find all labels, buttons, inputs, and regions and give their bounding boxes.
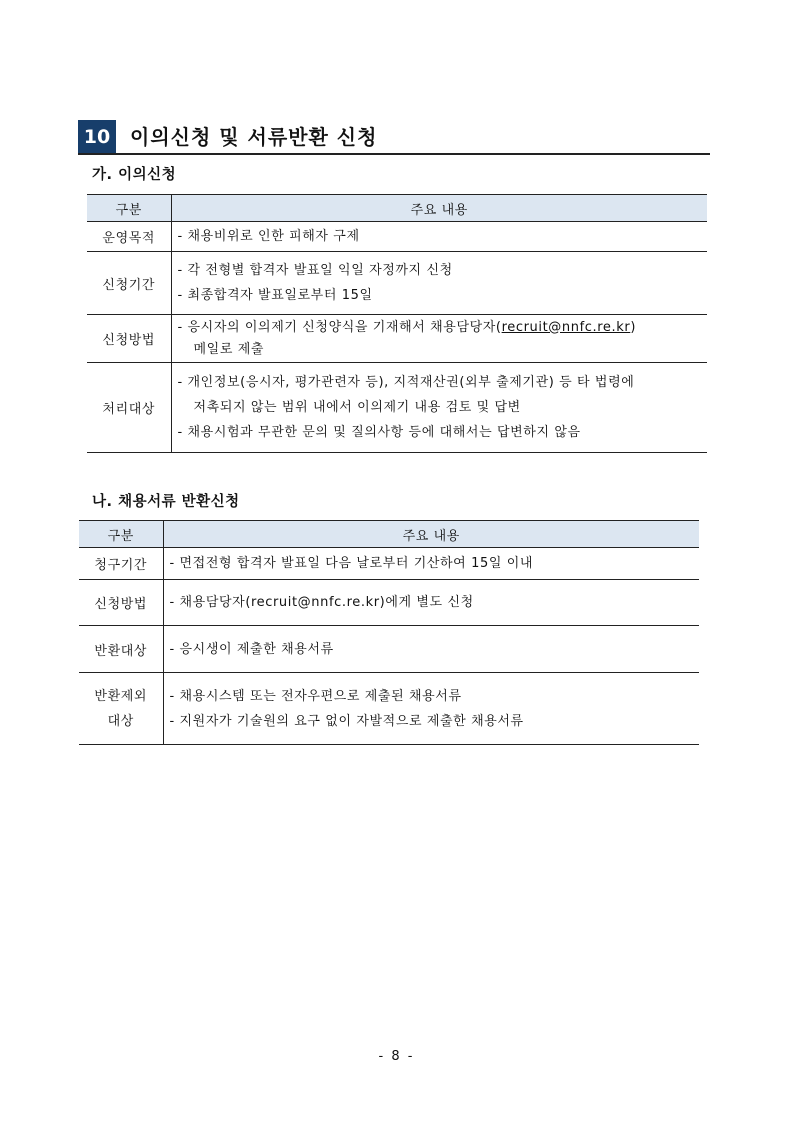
row-label: 처리대상 (87, 363, 171, 453)
content-line: 저촉되지 않는 범위 내에서 이의제기 내용 검토 및 답변 (193, 400, 521, 415)
row-label: 신청방법 (87, 315, 171, 363)
content-line: - 채용담당자(recruit@nnfc.re.kr)에게 별도 신청 (169, 595, 474, 610)
objection-subtitle: 가. 이의신청 (92, 167, 177, 183)
text-suffix: ) (630, 319, 636, 335)
row-content (171, 252, 707, 315)
label-line: 반환제외 (94, 688, 148, 704)
row-content (163, 626, 699, 673)
table-row (87, 252, 707, 315)
content-line (178, 317, 702, 339)
section-title: 이의신청 및 서류반환 신청 (130, 125, 378, 149)
return-docs-table (79, 520, 699, 745)
row-label: 신청방법 (79, 580, 163, 626)
return-docs-subtitle: 나. 채용서류 반환신청 (92, 494, 240, 510)
label-line: 대상 (107, 713, 134, 729)
content-line: - 최종합격자 발표일로부터 15일 (177, 288, 373, 303)
objection-table (87, 194, 707, 453)
row-content (171, 315, 707, 363)
table-row (79, 580, 699, 626)
content-line: - 개인정보(응시자, 평가관련자 등), 지적재산권(외부 출제기관) 등 타 법령에 (177, 375, 635, 390)
header-content: 주요 내용 (163, 521, 699, 548)
table-row (87, 363, 707, 453)
header-category: 구분 (79, 521, 163, 548)
section-number-badge: 10 (78, 120, 116, 153)
row-content (163, 548, 699, 580)
content-line: - 응시생이 제출한 채용서류 (169, 641, 334, 657)
content-line: - 면접전형 합격자 발표일 다음 날로부터 기산하여 15일 이내 (169, 556, 534, 571)
content-line: - 채용시험과 무관한 문의 및 질의사항 등에 대해서는 답변하지 않음 (177, 425, 581, 440)
table-row (87, 315, 707, 363)
row-content (163, 580, 699, 626)
table-header-row (79, 521, 699, 548)
table-row (87, 222, 707, 252)
row-content (171, 222, 707, 252)
table-row (79, 626, 699, 673)
table-row (79, 548, 699, 580)
row-label: 신청기간 (87, 252, 171, 315)
row-content (171, 363, 707, 453)
content-line: 메일로 제출 (193, 341, 265, 357)
header-content: 주요 내용 (171, 195, 707, 222)
header-category: 구분 (87, 195, 171, 222)
text-prefix: - 응시자의 이의제기 신청양식을 기재해서 채용담당자( (177, 319, 502, 335)
content-line: - 지원자가 기술원의 요구 없이 자발적으로 제출한 채용서류 (169, 713, 524, 729)
row-label: 청구기간 (79, 548, 163, 580)
row-label (79, 673, 163, 745)
row-content (163, 673, 699, 745)
content-line: - 채용시스템 또는 전자우편으로 제출된 채용서류 (169, 688, 462, 704)
email-link[interactable]: recruit@nnfc.re.kr (501, 319, 631, 335)
row-label: 운영목적 (87, 222, 171, 252)
row-label: 반환대상 (79, 626, 163, 673)
page-number: - 8 - (378, 1049, 415, 1064)
content-line: - 각 전형별 합격자 발표일 익일 자정까지 신청 (177, 263, 453, 278)
content-line: - 채용비위로 인한 피해자 구제 (177, 229, 360, 244)
section-header (78, 120, 710, 155)
table-row (79, 673, 699, 745)
table-header-row (87, 195, 707, 222)
